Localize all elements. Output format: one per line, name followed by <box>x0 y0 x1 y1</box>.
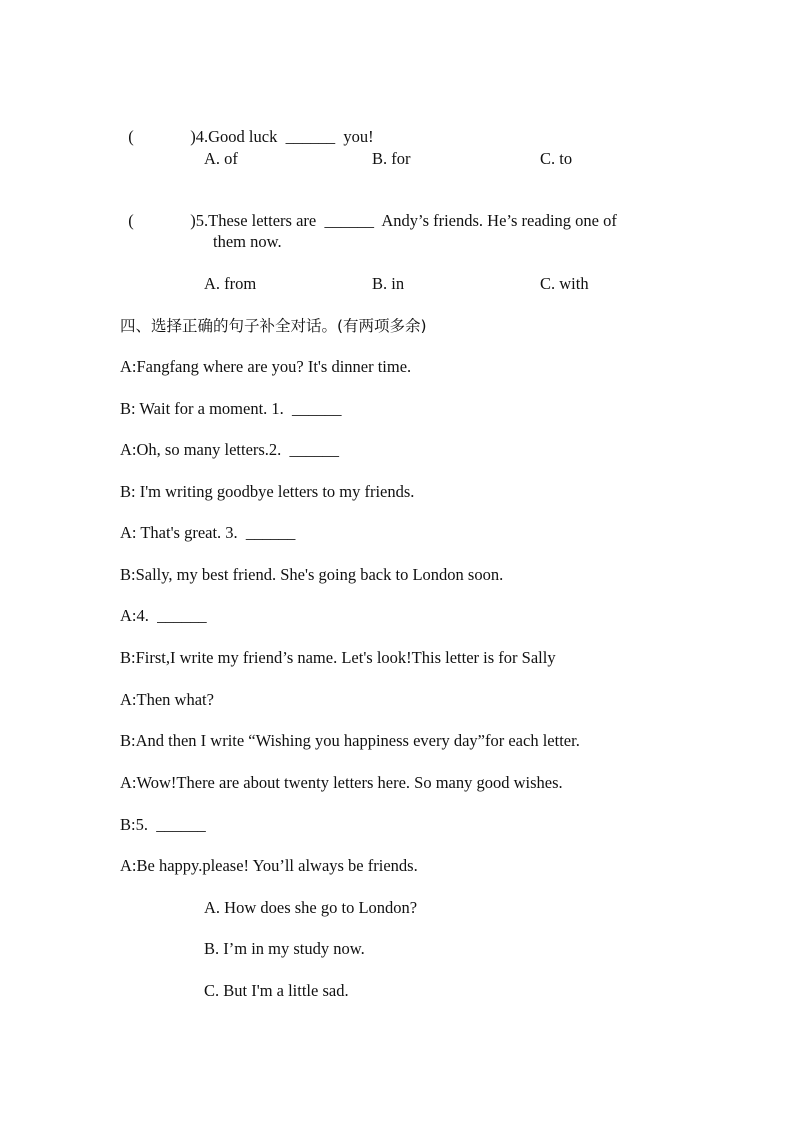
answer-bracket[interactable]: ( <box>128 211 134 230</box>
dialogue-line: A:Fangfang where are you? It's dinner time. <box>120 357 412 376</box>
dialogue-line: B:5. ______ <box>120 815 206 834</box>
option-a: A. of <box>204 149 238 168</box>
question-continuation: them now. <box>213 232 282 251</box>
dialogue-line: A:4. ______ <box>120 606 207 625</box>
dialogue-line: B:First,I write my friend’s name. Let's look!This letter is for Sally <box>120 648 556 667</box>
dialogue-line: A:Oh, so many letters.2. ______ <box>120 440 340 459</box>
dialogue-line: A:Wow!There are about twenty letters here. So many good wishes. <box>120 773 563 792</box>
option-a: A. from <box>204 274 257 293</box>
option-c: C. with <box>540 274 589 293</box>
question-text: )4.Good luck ______ you! <box>190 127 374 146</box>
option-b: B. in <box>372 274 405 293</box>
dialogue-line: A:Be happy.please! You’ll always be friends. <box>120 856 418 875</box>
dialogue-line: A:Then what? <box>120 690 214 709</box>
dialogue-line: A: That's great. 3. ______ <box>120 523 296 542</box>
question-4 <box>120 107 374 147</box>
question-5 <box>120 191 617 231</box>
option-c: C. to <box>540 149 573 168</box>
choice-b: B. I’m in my study now. <box>204 939 365 958</box>
dialogue-line: B:And then I write “Wishing you happiness every day”for each letter. <box>120 731 580 750</box>
dialogue-line: B:Sally, my best friend. She's going back to London soon. <box>120 565 504 584</box>
option-b: B. for <box>372 149 411 168</box>
section-heading: 四、选择正确的句子补全对话。(有两项多余) <box>120 317 427 335</box>
dialogue-line: B: Wait for a moment. 1. ______ <box>120 399 342 418</box>
dialogue-line: B: I'm writing goodbye letters to my friends. <box>120 482 415 501</box>
answer-bracket[interactable]: ( <box>128 127 134 146</box>
choice-c: C. But I'm a little sad. <box>204 981 349 1000</box>
question-text: )5.These letters are ______ Andy’s friends. He’s reading one of <box>190 211 617 230</box>
choice-a: A. How does she go to London? <box>204 898 418 917</box>
